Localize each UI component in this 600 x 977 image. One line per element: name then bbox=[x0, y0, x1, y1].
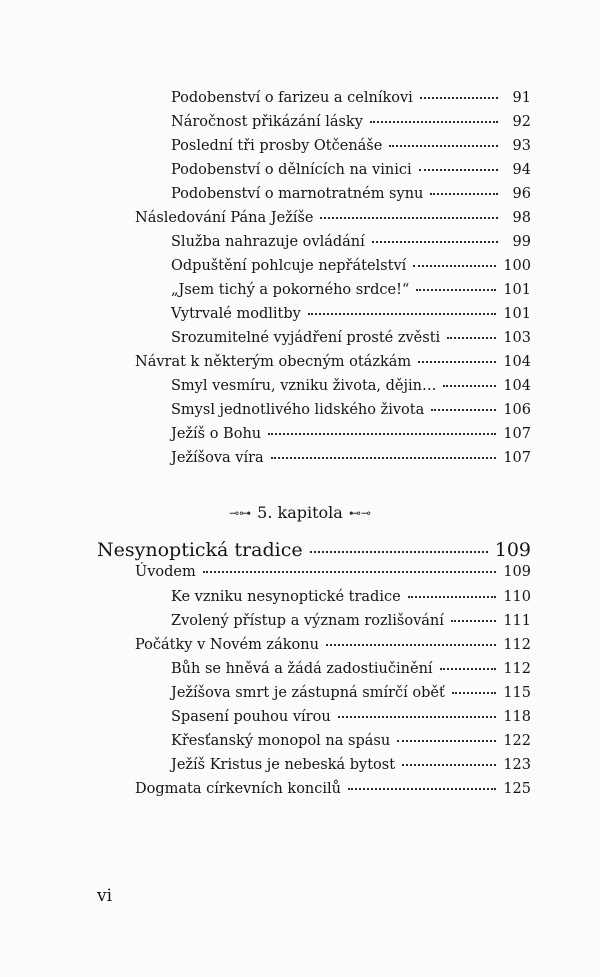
dot-leader bbox=[326, 644, 496, 646]
toc-entry bbox=[171, 588, 531, 606]
toc-entry-title: Náročnost přikázání lásky bbox=[171, 114, 363, 130]
dot-leader bbox=[451, 620, 496, 622]
dot-leader bbox=[310, 551, 488, 553]
chapter-title: 5. kapitola bbox=[257, 503, 343, 522]
dot-leader bbox=[440, 668, 497, 670]
dot-leader bbox=[419, 169, 498, 171]
toc-entry-title: Spasení pouhou vírou bbox=[171, 709, 331, 725]
toc-entry-page: 106 bbox=[503, 402, 531, 418]
dot-leader bbox=[402, 764, 496, 766]
toc-entry-page: 99 bbox=[512, 234, 531, 250]
dot-leader bbox=[430, 193, 498, 195]
toc-entry-page: 125 bbox=[503, 781, 531, 797]
toc-entry-title: Podobenství o farizeu a celníkovi bbox=[171, 90, 413, 106]
toc-entry-page: 111 bbox=[503, 613, 531, 629]
toc-entry-title: Počátky v Novém zákonu bbox=[135, 637, 319, 653]
toc-entry-page: 101 bbox=[503, 306, 531, 322]
toc-entry bbox=[171, 281, 531, 299]
toc-entry bbox=[135, 636, 531, 654]
toc-entry bbox=[171, 684, 531, 702]
toc-entry-page: 109 bbox=[503, 564, 531, 580]
toc-entry bbox=[171, 660, 531, 678]
toc-entry-page: 94 bbox=[512, 162, 531, 178]
page-folio: vi bbox=[97, 886, 113, 906]
toc-entry bbox=[171, 449, 531, 467]
toc-entry bbox=[171, 257, 531, 275]
ornament-right: ⊷⊸ bbox=[348, 505, 371, 520]
dot-leader bbox=[408, 596, 497, 598]
toc-entry-title: Návrat k některým obecným otázkám bbox=[135, 354, 412, 370]
toc-entry-page: 92 bbox=[512, 114, 531, 130]
toc-entry bbox=[97, 538, 531, 562]
toc-entry-title: Služba nahrazuje ovládání bbox=[171, 234, 365, 250]
dot-leader bbox=[452, 692, 496, 694]
toc-entry-page: 115 bbox=[503, 685, 531, 701]
dot-leader bbox=[413, 265, 496, 267]
toc-entry bbox=[171, 137, 531, 155]
toc-entry-title: Vytrvalé modlitby bbox=[171, 306, 301, 322]
toc-entry-page: 96 bbox=[512, 186, 531, 202]
toc-entry bbox=[171, 377, 531, 395]
toc-entry-page: 100 bbox=[503, 258, 531, 274]
toc-entry bbox=[171, 756, 531, 774]
toc-entry-title: Zvolený přístup a význam rozlišování bbox=[171, 613, 444, 629]
dot-leader bbox=[203, 571, 497, 573]
toc-entry-title: Následování Pána Ježíše bbox=[135, 210, 314, 226]
toc-entry bbox=[135, 780, 531, 798]
toc-entry-title: Křesťanský monopol na spásu bbox=[171, 733, 391, 749]
toc-entry-title: Nesynoptická tradice bbox=[97, 539, 303, 561]
toc-entry bbox=[171, 113, 531, 131]
toc-entry-title: Bůh se hněvá a žádá zadostiučinění bbox=[171, 661, 433, 677]
toc-entry-page: 101 bbox=[503, 282, 531, 298]
dot-leader bbox=[416, 289, 496, 291]
dot-leader bbox=[348, 788, 496, 790]
toc-entry-page: 112 bbox=[503, 661, 531, 677]
toc-entry bbox=[171, 425, 531, 443]
dot-leader bbox=[418, 361, 496, 363]
toc-entry bbox=[171, 305, 531, 323]
dot-leader bbox=[268, 433, 496, 435]
dot-leader bbox=[308, 313, 496, 315]
toc-entry bbox=[135, 563, 531, 581]
toc-entry-title: Podobenství o dělnících na vinici bbox=[171, 162, 412, 178]
toc-entry-title: Dogmata církevních koncilů bbox=[135, 781, 341, 797]
toc-entry-page: 107 bbox=[503, 426, 531, 442]
dot-leader bbox=[320, 217, 498, 219]
toc-entry bbox=[171, 185, 531, 203]
toc-entry-page: 109 bbox=[494, 539, 531, 561]
toc-entry-title: Poslední tři prosby Otčenáše bbox=[171, 138, 383, 154]
toc-entry-title: Ježíš Kristus je nebeská bytost bbox=[171, 757, 396, 773]
dot-leader bbox=[443, 385, 496, 387]
toc-entry bbox=[171, 732, 531, 750]
toc-entry-page: 103 bbox=[503, 330, 531, 346]
toc-entry-page: 107 bbox=[503, 450, 531, 466]
toc-entry-title: Podobenství o marnotratném synu bbox=[171, 186, 424, 202]
dot-leader bbox=[397, 740, 496, 742]
toc-entry-title: Smysl jednotlivého lidského života bbox=[171, 402, 425, 418]
toc-entry-title: Odpuštění pohlcuje nepřátelství bbox=[171, 258, 407, 274]
toc-entry bbox=[171, 329, 531, 347]
toc-entry bbox=[171, 708, 531, 726]
toc-entry bbox=[135, 353, 531, 371]
toc-entry bbox=[171, 161, 531, 179]
dot-leader bbox=[431, 409, 496, 411]
toc-entry-page: 104 bbox=[503, 378, 531, 394]
toc-entry-page: 118 bbox=[503, 709, 531, 725]
ornament-left: ⊸⊶ bbox=[229, 505, 252, 520]
toc-entry-page: 123 bbox=[503, 757, 531, 773]
toc-entry-page: 98 bbox=[512, 210, 531, 226]
toc-entry-title: „Jsem tichý a pokorného srdce!“ bbox=[171, 282, 410, 298]
toc-entry-page: 110 bbox=[503, 589, 531, 605]
toc-entry bbox=[171, 612, 531, 630]
toc-entry bbox=[171, 233, 531, 251]
dot-leader bbox=[372, 241, 498, 243]
toc-entry bbox=[171, 89, 531, 107]
dot-leader bbox=[271, 457, 497, 459]
dot-leader bbox=[447, 337, 496, 339]
toc-entry-page: 91 bbox=[512, 90, 531, 106]
toc-entry-title: Ježíšova víra bbox=[171, 450, 264, 466]
chapter-heading bbox=[0, 503, 600, 522]
toc-entry-title: Smyl vesmíru, vzniku života, dějin… bbox=[171, 378, 437, 394]
toc-entry-page: 93 bbox=[512, 138, 531, 154]
dot-leader bbox=[370, 121, 498, 123]
toc-entry-page: 104 bbox=[503, 354, 531, 370]
toc-entry bbox=[135, 209, 531, 227]
toc-entry-title: Srozumitelné vyjádření prosté zvěsti bbox=[171, 330, 441, 346]
toc-entry-title: Ježíš o Bohu bbox=[171, 426, 262, 442]
dot-leader bbox=[338, 716, 497, 718]
toc-entry-title: Ke vzniku nesynoptické tradice bbox=[171, 589, 401, 605]
toc-entry-title: Úvodem bbox=[135, 564, 196, 580]
dot-leader bbox=[420, 97, 498, 99]
toc-entry-page: 122 bbox=[503, 733, 531, 749]
toc-entry-title: Ježíšova smrt je zástupná smírčí oběť bbox=[171, 685, 445, 701]
toc-entry bbox=[171, 401, 531, 419]
toc-entry-page: 112 bbox=[503, 637, 531, 653]
dot-leader bbox=[389, 145, 498, 147]
